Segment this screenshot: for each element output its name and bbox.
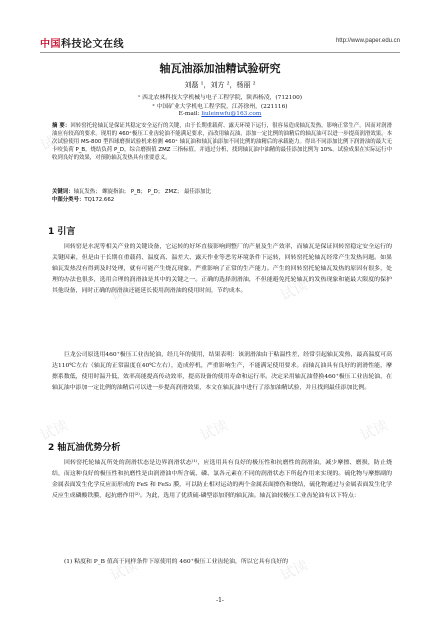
- advantages-paragraph-2: (1) 粘度和 P_B 值高于同样条件下原使用的 460⁺极压工业齿轮油，所以它具有良好的: [64, 559, 289, 565]
- watermark: 试读: [278, 277, 311, 305]
- intro-paragraph-2: 巨龙公司原选用460⁺极压工业齿轮油，经几年的使用，结果表明：该润滑油由于粘温性差，经常引起轴瓦发热，最高温度可高达110℃左右（轴瓦的正常温度在40℃左右），造成停机，严重影响生产，不能满足使用要求。而轴瓦油具有良好的润滑性能，摩擦系数低，使用时温升低，效率高能提高传动效率，提高设备的使用寿命和运行率。决定采用轴瓦油替换460⁺极压工业齿轮油，在轴瓦油中添加一定比例的油精后可以进一步提高润滑效果，本文在轴瓦油中进行了添加油精试验，并且找到最佳添加比例。: [52, 352, 392, 391]
- watermark: 试读: [278, 557, 311, 585]
- abstract: [52, 122, 392, 162]
- page-header: [40, 34, 400, 53]
- keywords: [52, 188, 392, 196]
- classification-number: [52, 196, 392, 204]
- intro-paragraph-1: 回转窑是水泥等相关产业的关键设备，它运转的好坏直接影响到整厂的产量及生产效率，而轴瓦是保证回转窑稳定安全运行的关键因素，但是由于长期在重载荷、温度高、温差大、露天作业等恶劣环境条件下运转，回转窑托轮轴瓦经常产生发热问题。如果轴瓦发热没有得到及时处理，就有可能产生烧瓦现象，严重影响了正常的生产能力。产生的回转窑托轮轴瓦发热的原因有很多，处理的办法也很多，选用合理的润滑油是其中的关键之一。正确的选择润滑油，不但能避免托轮轴瓦的发热现象和能最大限度的保护其他设备，同时正确的润滑油还能延长使用润滑油的使用时间，节约成本。: [52, 244, 392, 294]
- affiliation-1: ¹ 西北农林科技大学机械与电子工程学院，陕西杨凌，(712100): [137, 95, 303, 101]
- page-number: -1-: [216, 597, 224, 604]
- watermark: 试读: [358, 417, 391, 445]
- site-logo[interactable]: [40, 35, 124, 50]
- advantages-paragraph-1: 回转窑托轮轴瓦所处的润滑状态是边界润滑状态⁽¹⁾，应选用具有良好的极压性和抗磨性的润滑油，减少摩擦、磨损，防止烧结，而这种良好的极压性和抗磨性是由润滑油中所含硫、磷、氯各元素在不同的润滑状态下所起作用来实现的。硫化物与摩擦副的金属表面发生化学反应而形成的 FeS 和 FeS₂ 膜，可以防止相对运动的两个金属表面擦伤和烧结，硫化物通过与金属表面发生化学反应生成磷酸铁膜，起抗磨作用⁽²⁾。为此，选用了优质硫-磷型添加剂的轴瓦油。轴瓦油较极压工业齿轮油有以下特点：: [52, 460, 392, 499]
- watermark: 试读: [198, 127, 231, 155]
- affiliation-2: ² 中国矿业大学机电工程学院，江苏徐州，(221116): [152, 104, 288, 110]
- clc-text: TQ172.662: [84, 197, 115, 203]
- watermark: 试读: [198, 417, 231, 445]
- logo-red-text: 中国: [40, 39, 61, 50]
- abstract-text: 回转窑托轮轴瓦是保证其稳定安全运行的关键，由于长期重载荷、露天环境下运行，很容易造成轴瓦发热，影响正常生产。因而对润滑油应有较高的要求。现用的 460⁺极压工业齿轮油不能满足要求，而改用轴瓦油，添加一定比例的油精后的轴瓦油可以进一步提高润滑效果。本次试验使用 MS-800 型四球磨损试验机来检测 460⁺ 轴瓦油和轴瓦油添加不同比例的油精后的承载能力。得出不同添加比例下润滑油的最大无卡咬负荷 P_B，烧结负荷 P_D，综合磨损值 ZMZ 三指标值。并通过分析，找到轴瓦油中油精的最佳添加比例为 10%。试验成果在实际运行中收到良好的效果，对预防轴瓦发热具有重要意义。: [52, 123, 392, 161]
- abstract-label: 摘 要：: [52, 123, 71, 129]
- email-link[interactable]: liuleinwfu@163.com: [201, 111, 262, 117]
- paper-title: 轴瓦油添加油精试验研究: [159, 62, 281, 75]
- watermark: 试读: [108, 277, 141, 305]
- keywords-label: 关键词：: [52, 189, 74, 195]
- watermark: 试读: [358, 127, 391, 155]
- site-url[interactable]: http://www.paper.edu.cn: [335, 38, 400, 44]
- logo-rest-text: 科技论文在线: [61, 39, 124, 50]
- watermark: 试读: [108, 557, 141, 585]
- watermark: 试读: [38, 417, 71, 445]
- author-email: [40, 111, 400, 117]
- paper-authors: 刘磊 ¹，刘方 ²，杨丽 ²: [184, 81, 256, 89]
- keywords-text: 轴瓦发热； 螺旋指油； P_B； P_D； ZMZ； 最佳添加比: [73, 189, 211, 195]
- section-heading-advantages: 2 轴瓦油优势分析: [48, 443, 121, 453]
- clc-label: 中图分类号：: [52, 197, 85, 203]
- section-heading-intro: 1 引言: [48, 227, 76, 237]
- watermark: 试读: [38, 127, 71, 155]
- email-label: E-mail:: [178, 111, 200, 117]
